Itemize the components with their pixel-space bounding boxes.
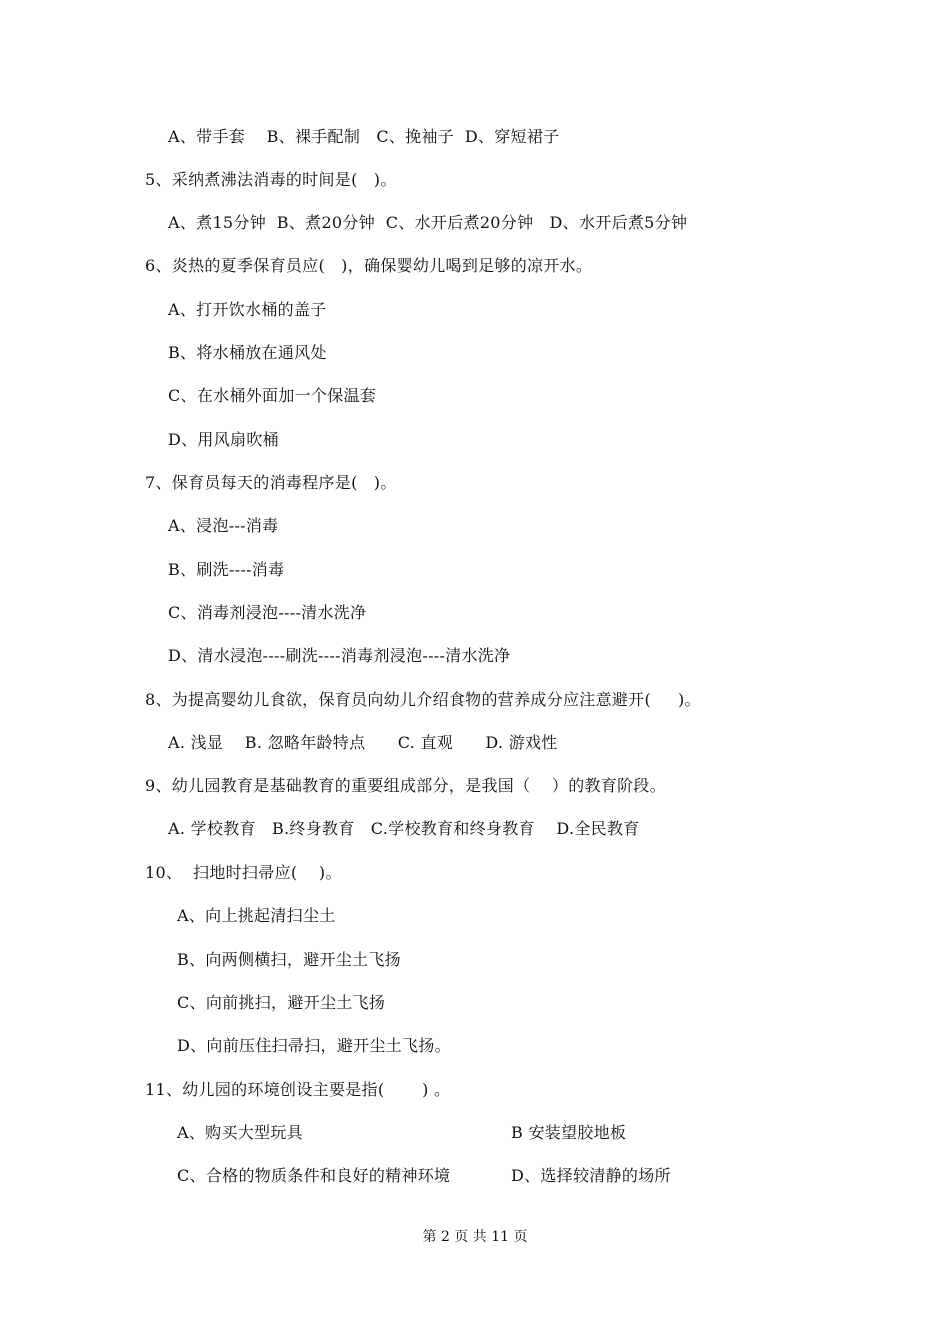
q7-option-c: C、消毒剂浸泡----清水洗净 — [168, 603, 367, 622]
q11-option-b: B 安装望胶地板 — [511, 1123, 627, 1142]
q8-question: 8、为提高婴幼儿食欲，保育员向幼儿介绍食物的营养成分应注意避开( )。 — [145, 690, 701, 709]
q7-option-a: A、浸泡---消毒 — [168, 516, 279, 535]
q10-option-b: B、向两侧横扫，避开尘土飞扬 — [177, 950, 401, 969]
q4-options: A、带手套 B、裸手配制 C、挽袖子 D、穿短裙子 — [168, 127, 560, 146]
q6-option-c: C、在水桶外面加一个保温套 — [168, 386, 377, 405]
q5-options: A、煮15分钟 B、煮20分钟 C、水开后煮20分钟 D、水开后煮5分钟 — [168, 213, 688, 232]
page-footer: 第 2 页 共 11 页 — [422, 1229, 528, 1245]
q10-option-a: A、向上挑起清扫尘土 — [177, 906, 336, 925]
q6-option-b: B、将水桶放在通风处 — [168, 343, 327, 362]
q10-option-d: D、向前压住扫帚扫，避开尘土飞扬。 — [177, 1036, 451, 1055]
q10-option-c: C、向前挑扫，避开尘土飞扬 — [177, 993, 386, 1012]
q7-option-b: B、刷洗----消毒 — [168, 560, 285, 579]
q7-option-d: D、清水浸泡----刷洗----消毒剂浸泡----清水洗净 — [168, 646, 511, 665]
q6-option-d: D、用风扇吹桶 — [168, 430, 279, 449]
q7-question: 7、保育员每天的消毒程序是( )。 — [145, 473, 397, 492]
q9-question: 9、幼儿园教育是基础教育的重要组成部分，是我国（ ）的教育阶段。 — [145, 776, 667, 795]
q11-option-d: D、选择较清静的场所 — [511, 1166, 671, 1185]
q5-question: 5、采纳煮沸法消毒的时间是( )。 — [145, 170, 397, 189]
q11-option-c: C、合格的物质条件和良好的精神环境 — [177, 1166, 451, 1185]
q9-options: A. 学校教育 B.终身教育 C.学校教育和终身教育 D.全民教育 — [168, 819, 640, 838]
q11-question: 11、幼儿园的环境创设主要是指( ) 。 — [145, 1080, 451, 1099]
q6-option-a: A、打开饮水桶的盖子 — [168, 300, 327, 319]
q8-options: A. 浅显 B. 忽略年龄特点 C. 直观 D. 游戏性 — [168, 733, 558, 752]
q10-question: 10、 扫地时扫帚应( )。 — [145, 863, 342, 882]
q6-question: 6、炎热的夏季保育员应( )，确保婴幼儿喝到足够的凉开水。 — [145, 256, 593, 275]
q11-option-a: A、购买大型玩具 — [177, 1123, 303, 1142]
